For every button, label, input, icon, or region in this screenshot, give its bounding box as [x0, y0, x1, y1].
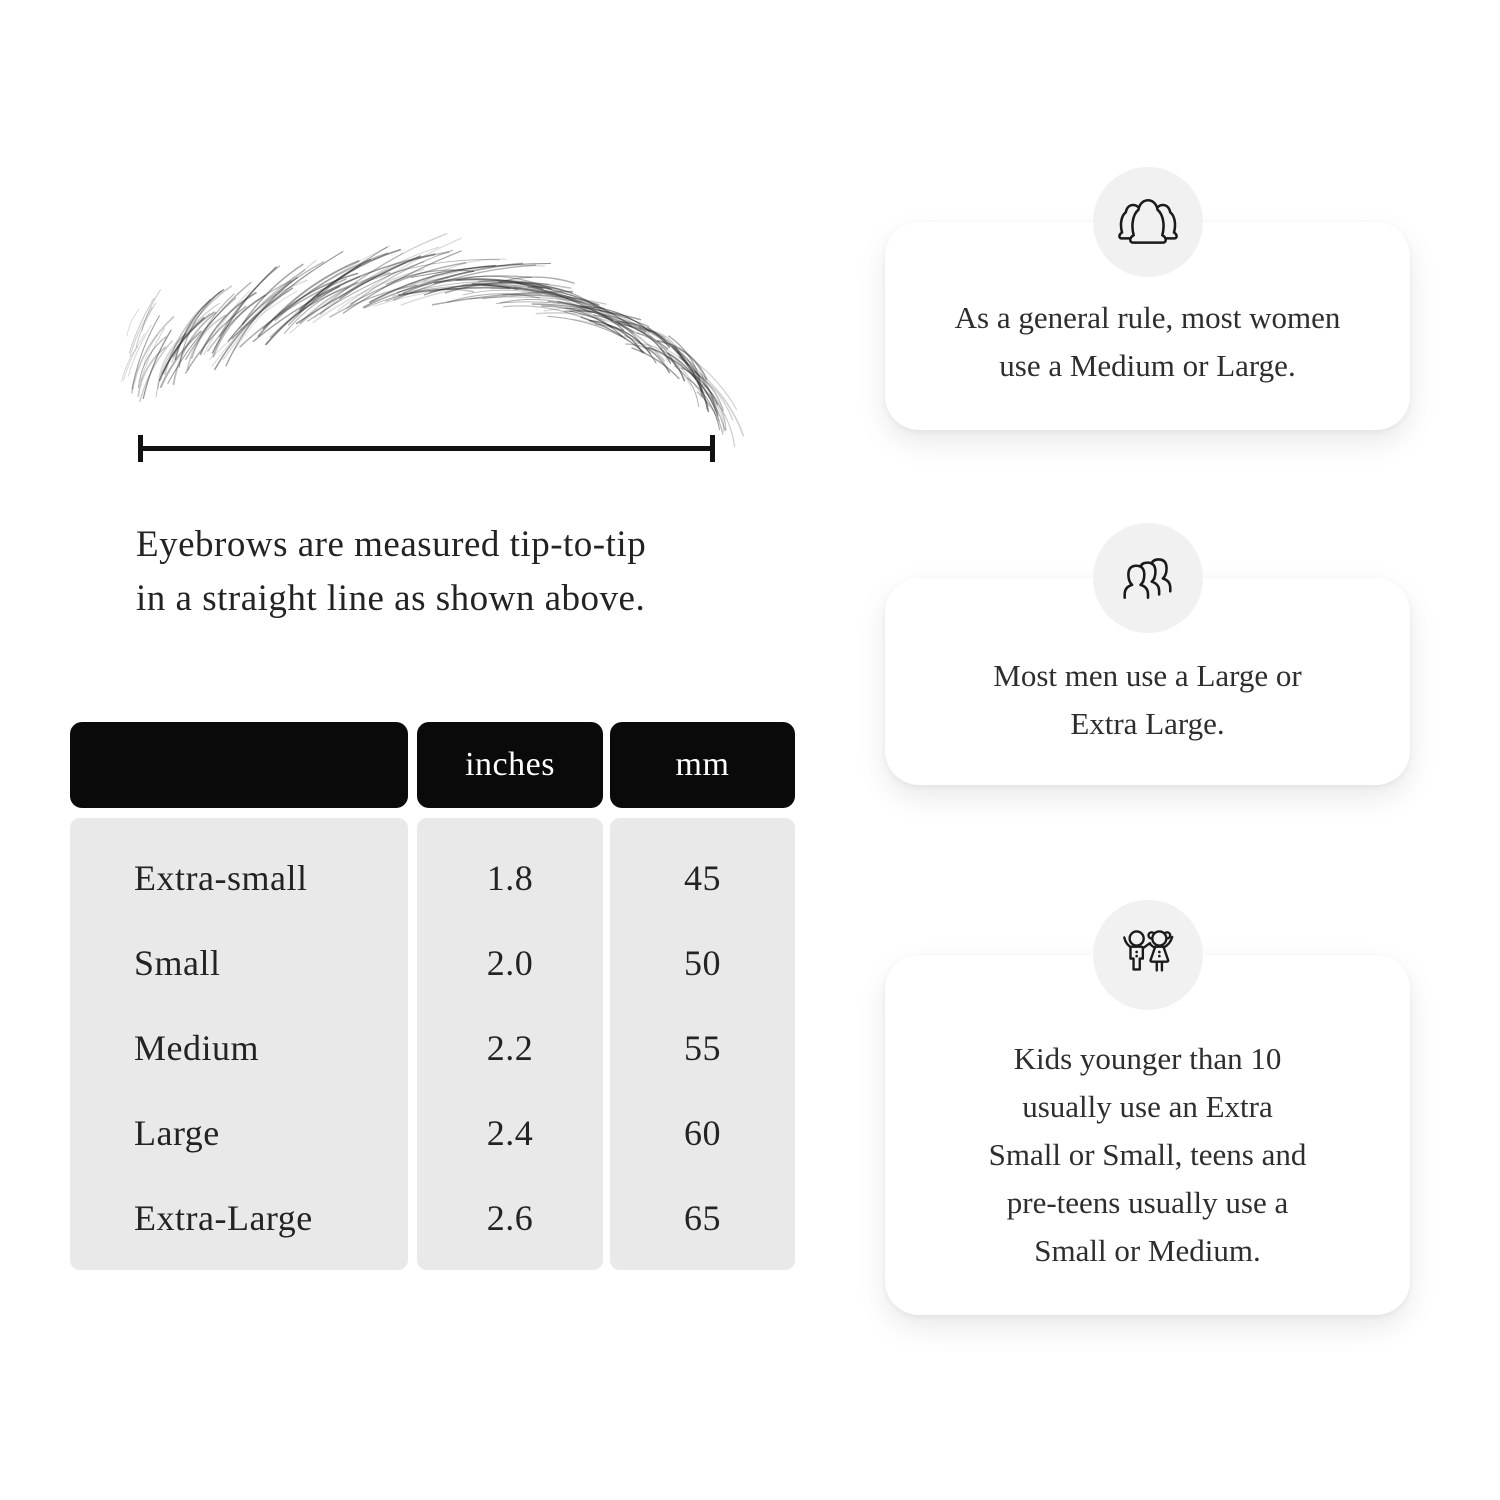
table-cell-inches: 2.6: [486, 1197, 534, 1238]
card-text-line: pre-teens usually use a: [1006, 1185, 1289, 1220]
kids-icon: [1115, 926, 1181, 984]
table-cell-inches: 2.2: [486, 1027, 534, 1068]
eyebrow-illustration: [0, 0, 780, 480]
card-text: [993, 652, 1302, 748]
card-text-line: Kids younger than 10: [1013, 1041, 1282, 1076]
table-row-label: Large: [134, 1112, 220, 1153]
table-column-mm: [610, 818, 795, 1270]
table-row-label: Extra-Large: [134, 1197, 313, 1238]
card-text-line: use a Medium or Large.: [999, 348, 1296, 383]
icon-circle: [1093, 523, 1203, 633]
table-cell-mm: 55: [684, 1027, 721, 1068]
card-men: [885, 578, 1410, 785]
table-cell-mm: 45: [684, 857, 721, 898]
table-header-inches: inches: [417, 722, 603, 808]
women-group-icon: [1114, 196, 1182, 249]
caption-line: in a straight line as shown above.: [136, 578, 646, 619]
card-text-line: Extra Large.: [1070, 705, 1225, 741]
caption-line: Eyebrows are measured tip-to-tip: [136, 524, 647, 565]
table-row-label: Medium: [134, 1027, 259, 1068]
card-text-line: usually use an Extra: [1022, 1089, 1273, 1124]
table-header-mm: mm: [610, 722, 795, 808]
card-kids: [885, 955, 1410, 1315]
table-column-labels: [70, 818, 408, 1270]
card-text-line: As a general rule, most women: [954, 300, 1341, 335]
card-text-line: Most men use a Large or: [993, 657, 1302, 693]
card-text-line: Small or Small, teens and: [988, 1137, 1307, 1172]
table-cell-inches: 2.0: [486, 942, 534, 983]
table-header-size: [70, 722, 408, 808]
measurement-line: [138, 435, 715, 462]
icon-circle: [1093, 167, 1203, 277]
icon-circle: [1093, 900, 1203, 1010]
table-row-label: Extra-small: [134, 857, 308, 898]
table-row-label: Small: [134, 942, 221, 983]
card-text: [955, 294, 1341, 390]
table-cell-inches: 1.8: [486, 857, 534, 898]
card-text: [989, 1035, 1307, 1275]
table-cell-mm: 60: [684, 1112, 721, 1153]
card-text-line: Small or Medium.: [1034, 1233, 1261, 1268]
table-cell-inches: 2.4: [486, 1112, 534, 1153]
men-group-icon: [1114, 552, 1182, 605]
card-women: [885, 222, 1410, 430]
table-cell-mm: 65: [684, 1197, 721, 1238]
table-column-inches: [417, 818, 603, 1270]
measurement-caption: [136, 518, 646, 626]
table-cell-mm: 50: [684, 942, 721, 983]
